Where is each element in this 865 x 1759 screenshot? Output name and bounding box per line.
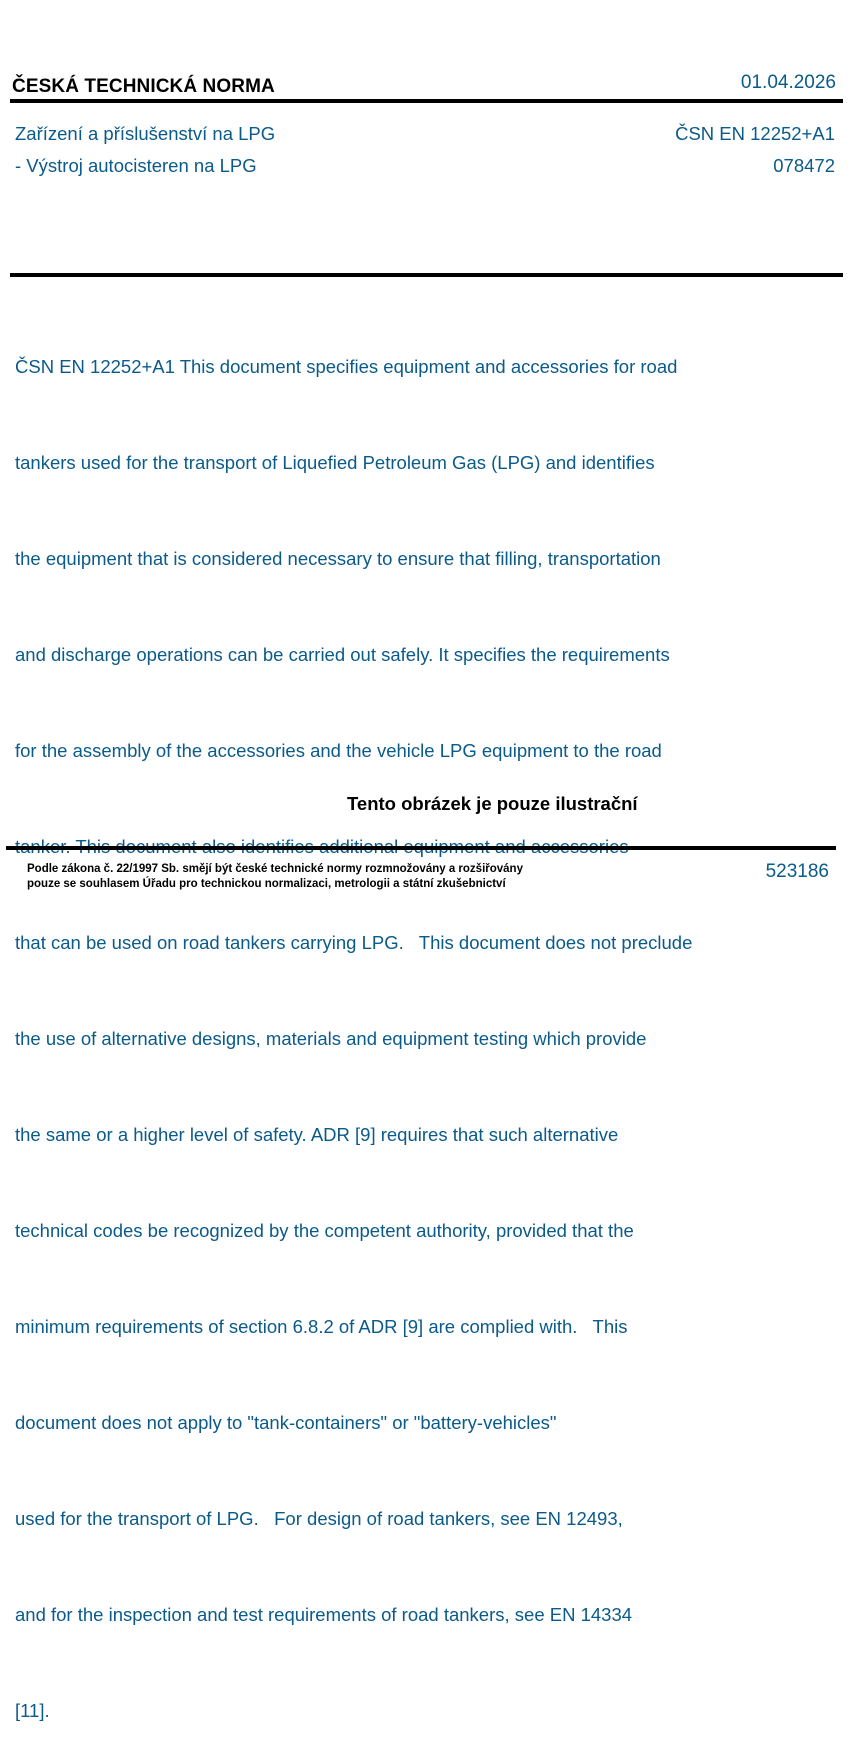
abstract-line: tankers used for the transport of Liquefied Petroleum Gas (LPG) and identifies bbox=[15, 452, 655, 473]
legal-notice-line-2: pouze se souhlasem Úřadu pro technickou normalizaci, metrologii a státní zkušebnictví bbox=[27, 878, 506, 890]
abstract-line: that can be used on road tankers carrying LPG. This document does not preclude bbox=[15, 932, 693, 953]
abstract-line: the use of alternative designs, materials and equipment testing which provide bbox=[15, 1028, 647, 1049]
abstract-line: ČSN EN 12252+A1 This document specifies equipment and accessories for road bbox=[15, 356, 678, 377]
abstract-line: and for the inspection and test requirements of road tankers, see EN 14334 bbox=[15, 1604, 633, 1625]
abstract-line: the equipment that is considered necessary to ensure that filling, transportation bbox=[15, 548, 661, 569]
abstract-line: [11]. bbox=[15, 1700, 50, 1721]
norm-heading: ČESKÁ TECHNICKÁ NORMA bbox=[12, 76, 275, 97]
footer-divider bbox=[6, 846, 836, 850]
footer-code: 523186 bbox=[765, 861, 829, 882]
abstract-line: for the assembly of the accessories and the vehicle LPG equipment to the road bbox=[15, 740, 662, 761]
abstract-text bbox=[15, 287, 692, 1759]
abstract-line: and discharge operations can be carried out safely. It specifies the requirements bbox=[15, 644, 670, 665]
abstract-line: minimum requirements of section 6.8.2 of ADR [9] are complied with. This bbox=[15, 1316, 628, 1337]
illustration-note: Tento obrázek je pouze ilustrační bbox=[347, 793, 638, 814]
legal-notice-line-1: Podle zákona č. 22/1997 Sb. smějí být české technické normy rozmnožovány a rozšiřovány bbox=[27, 863, 523, 875]
catalog-number: 078472 bbox=[773, 155, 835, 176]
legal-notice bbox=[27, 862, 523, 892]
standard-title bbox=[15, 118, 275, 182]
issue-date: 01.04.2026 bbox=[740, 72, 836, 93]
standard-title-line-2: - Výstroj autocisteren na LPG bbox=[15, 155, 257, 176]
standard-title-line-1: Zařízení a příslušenství na LPG bbox=[15, 123, 276, 144]
standard-number: ČSN EN 12252+A1 bbox=[675, 123, 835, 144]
abstract-line: the same or a higher level of safety. ADR [9] requires that such alternative bbox=[15, 1124, 619, 1145]
section-divider bbox=[10, 273, 843, 277]
header-divider bbox=[10, 99, 843, 103]
standard-identifiers bbox=[675, 118, 835, 182]
abstract-line: document does not apply to "tank-containers" or "battery-vehicles" bbox=[15, 1412, 557, 1433]
abstract-line: used for the transport of LPG. For design of road tankers, see EN 12493, bbox=[15, 1508, 623, 1529]
abstract-line: technical codes be recognized by the competent authority, provided that the bbox=[15, 1220, 634, 1241]
